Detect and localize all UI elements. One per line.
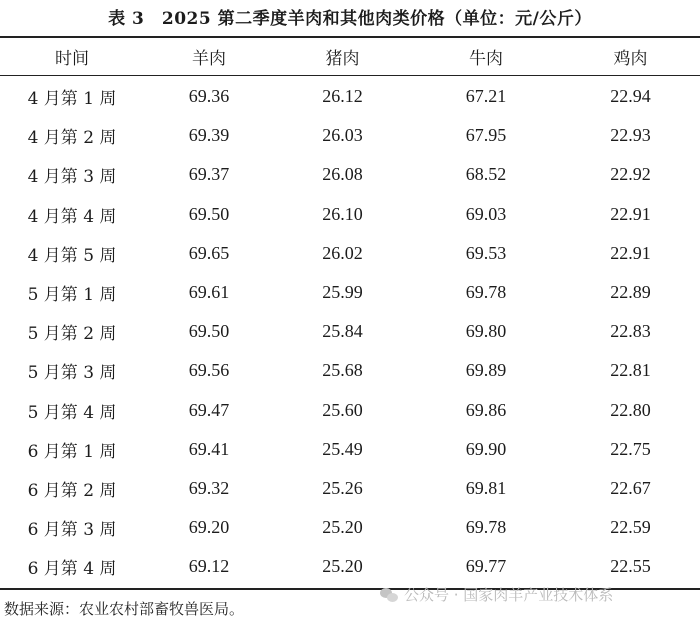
cell-beef: 69.90: [465, 438, 507, 459]
cell-beef: 67.95: [465, 125, 507, 146]
cell-mutton: 69.56: [188, 360, 230, 381]
cell-time: 4 月第 5 周: [27, 245, 117, 266]
cell-mutton: 69.36: [188, 86, 230, 107]
cell-beef: 69.78: [465, 517, 507, 538]
cell-time: 5 月第 3 周: [27, 363, 117, 384]
cell-time: 6 月第 4 周: [27, 559, 117, 580]
table-row: [0, 351, 700, 390]
cell-mutton: 69.39: [188, 125, 230, 146]
cell-mutton: 69.50: [188, 203, 230, 224]
cell-chicken: 22.93: [610, 125, 651, 146]
cell-pork: 26.08: [322, 164, 363, 185]
table-title: 表 3 2025 第二季度羊肉和其他肉类价格（单位：元/公斤）: [108, 9, 592, 29]
cell-chicken: 22.59: [610, 517, 651, 538]
cell-chicken: 22.67: [610, 477, 651, 498]
cell-chicken: 22.55: [610, 556, 651, 577]
cell-time: 5 月第 2 周: [27, 324, 117, 345]
cell-mutton: 69.37: [188, 164, 230, 185]
data-source-note: 数据来源：农业农村部畜牧兽医局。: [4, 600, 245, 618]
cell-beef: 69.53: [465, 242, 507, 263]
table-row: [0, 273, 700, 312]
table-row: [0, 116, 700, 155]
column-header-mutton: 羊肉: [192, 49, 226, 69]
cell-mutton: 69.32: [188, 477, 230, 498]
cell-beef: 68.52: [465, 164, 507, 185]
cell-beef: 69.89: [465, 360, 507, 381]
table-row: [0, 195, 700, 234]
cell-pork: 26.10: [322, 203, 363, 224]
cell-pork: 25.26: [322, 477, 363, 498]
cell-mutton: 69.41: [188, 438, 230, 459]
cell-pork: 25.20: [322, 517, 363, 538]
cell-pork: 25.99: [322, 282, 363, 303]
price-table: [0, 38, 700, 586]
cell-chicken: 22.91: [610, 203, 651, 224]
table-row: [0, 312, 700, 351]
watermark-text: 公众号 · 国家肉羊产业技术体系: [404, 586, 614, 604]
cell-time: 4 月第 2 周: [27, 128, 117, 149]
cell-time: 6 月第 2 周: [27, 480, 117, 501]
cell-time: 6 月第 3 周: [27, 520, 117, 541]
cell-chicken: 22.94: [610, 86, 651, 107]
cell-beef: 69.86: [465, 399, 507, 420]
cell-pork: 25.49: [322, 438, 363, 459]
table-row: [0, 77, 700, 116]
cell-chicken: 22.75: [610, 438, 651, 459]
table-row: [0, 547, 700, 586]
cell-time: 4 月第 1 周: [27, 89, 117, 110]
cell-time: 4 月第 4 周: [27, 206, 117, 227]
table-row: [0, 469, 700, 508]
cell-pork: 26.12: [322, 86, 363, 107]
column-header-chicken: 鸡肉: [613, 49, 648, 69]
cell-chicken: 22.92: [610, 164, 651, 185]
cell-time: 4 月第 3 周: [27, 167, 117, 188]
table-row: [0, 155, 700, 194]
cell-beef: 69.03: [465, 203, 507, 224]
cell-chicken: 22.80: [610, 399, 651, 420]
cell-beef: 69.81: [465, 477, 507, 498]
wechat-icon: [380, 588, 398, 602]
cell-beef: 69.78: [465, 282, 507, 303]
cell-beef: 67.21: [465, 86, 507, 107]
cell-pork: 25.60: [322, 399, 363, 420]
cell-time: 5 月第 4 周: [27, 402, 117, 423]
cell-mutton: 69.47: [188, 399, 230, 420]
cell-chicken: 22.89: [610, 282, 651, 303]
table-row: [0, 508, 700, 547]
cell-mutton: 69.61: [188, 282, 230, 303]
table-row: [0, 430, 700, 469]
cell-pork: 26.03: [322, 125, 363, 146]
column-header-beef: 牛肉: [469, 49, 503, 69]
cell-mutton: 69.65: [188, 242, 230, 263]
table-row: [0, 391, 700, 430]
cell-pork: 25.68: [322, 360, 363, 381]
cell-pork: 25.84: [322, 321, 363, 342]
column-header-pork: 猪肉: [325, 49, 360, 69]
cell-beef: 69.77: [465, 556, 507, 577]
table-row: [0, 234, 700, 273]
cell-mutton: 69.12: [188, 556, 230, 577]
cell-chicken: 22.83: [610, 321, 651, 342]
cell-chicken: 22.81: [610, 360, 651, 381]
cell-pork: 25.20: [322, 556, 363, 577]
header-row: [0, 38, 700, 75]
cell-mutton: 69.50: [188, 321, 230, 342]
column-header-time: 时间: [55, 49, 89, 69]
cell-pork: 26.02: [322, 242, 363, 263]
watermark: [380, 584, 613, 605]
cell-time: 5 月第 1 周: [27, 285, 117, 306]
cell-chicken: 22.91: [610, 242, 651, 263]
cell-time: 6 月第 1 周: [27, 441, 117, 462]
cell-mutton: 69.20: [188, 517, 230, 538]
cell-beef: 69.80: [465, 321, 507, 342]
